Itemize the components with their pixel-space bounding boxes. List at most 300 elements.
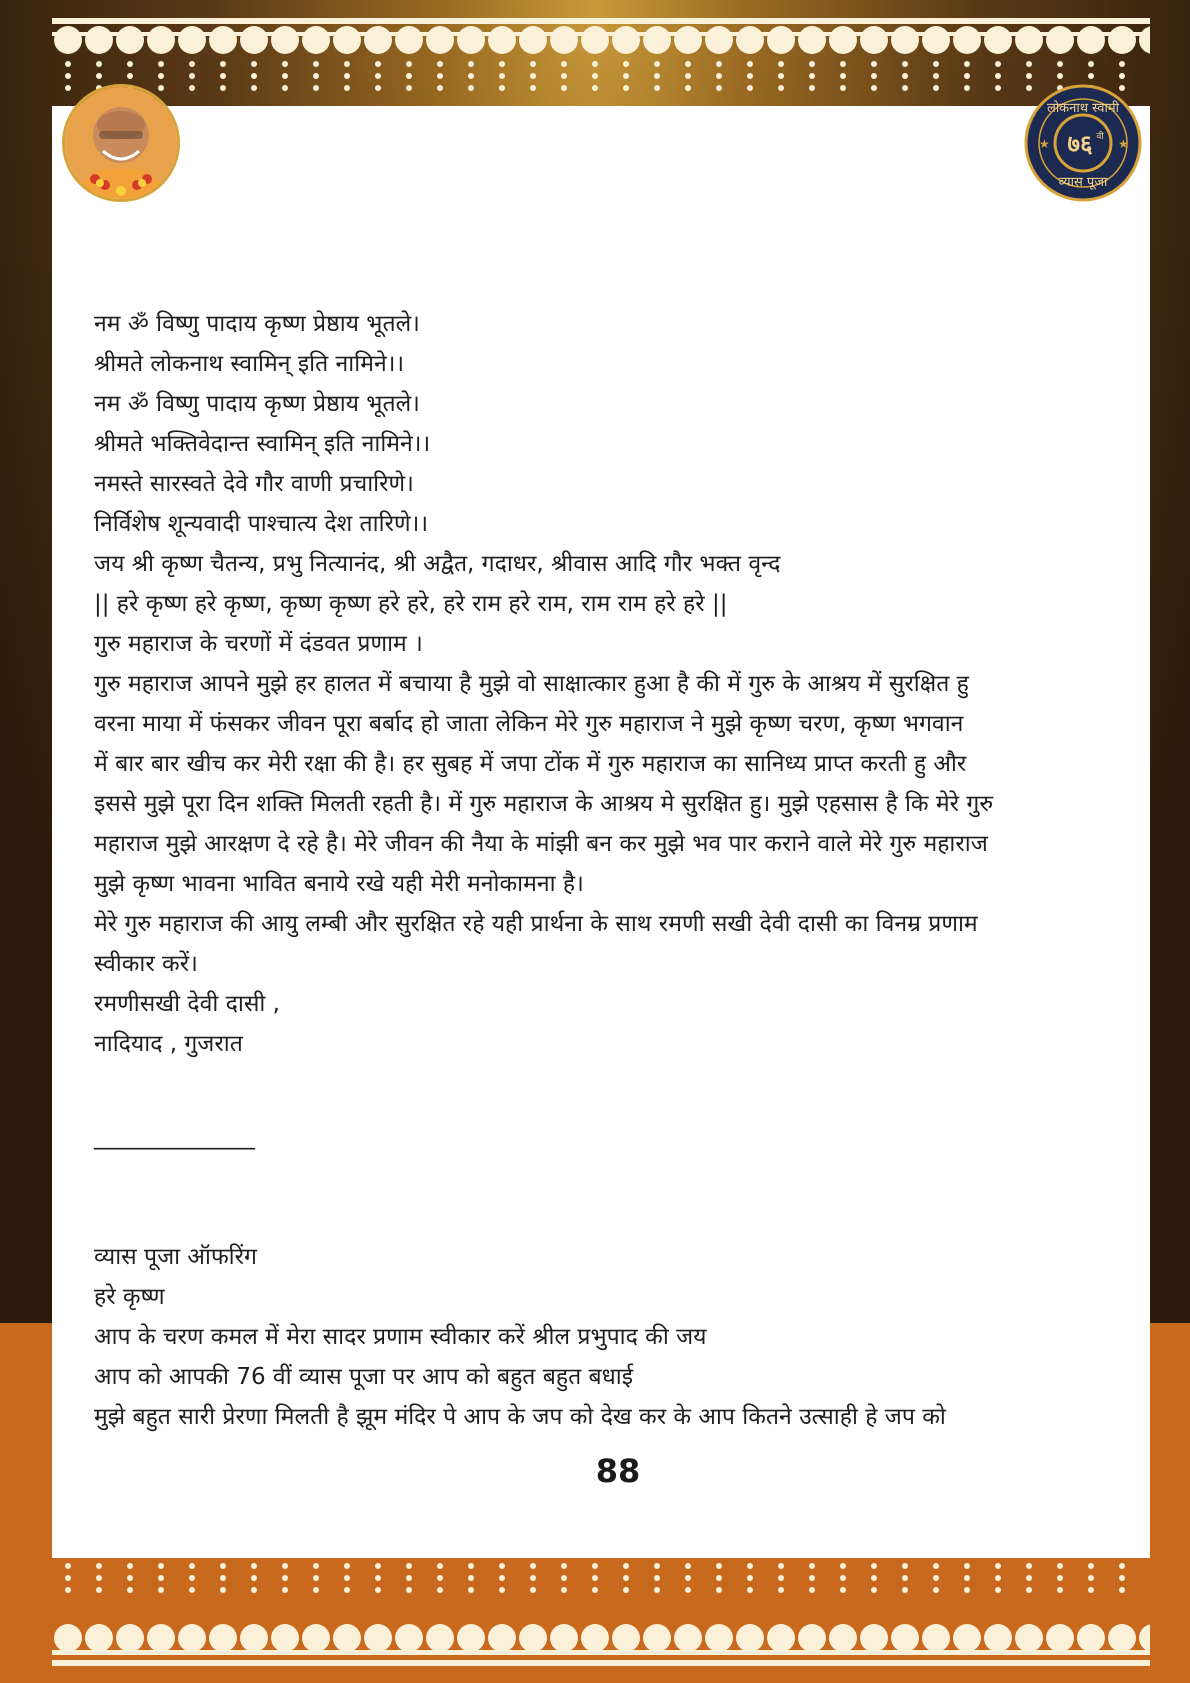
dot-ornament (561, 1575, 567, 1581)
dot-ornament (375, 1575, 381, 1581)
scallop-ornament (85, 1624, 113, 1652)
dot-ornament (375, 1563, 381, 1569)
dot-ornament (871, 73, 877, 79)
scallop-ornament (54, 1624, 82, 1652)
dot-ornament (251, 1587, 257, 1593)
scallop-ornament (178, 1624, 206, 1652)
dot-ornament (282, 1587, 288, 1593)
dot-ornament (437, 1587, 443, 1593)
dot-ornament (313, 1587, 319, 1593)
text-line: गुरु महाराज के चरणों में दंडवत प्रणाम । (94, 631, 423, 657)
text-line: मुझे कृष्ण भावना भावित बनाये रखे यही मेरी मनोकामना है। (94, 871, 584, 897)
dot-ornament (561, 1587, 567, 1593)
dot-ornament (127, 1563, 133, 1569)
dot-ornament (530, 85, 536, 91)
dot-ornament (282, 85, 288, 91)
portrait-photo (62, 84, 180, 202)
dot-ornament (437, 1563, 443, 1569)
scallop-ornament (829, 1624, 857, 1652)
scallop-ornament (550, 26, 578, 54)
dot-ornament (933, 73, 939, 79)
scallop-ornament (426, 26, 454, 54)
text-line: आप के चरण कमल में मेरा सादर प्रणाम स्वीकार करें श्रील प्रभुपाद की जय (94, 1324, 707, 1350)
dot-ornament (158, 1563, 164, 1569)
dot-ornament (964, 1563, 970, 1569)
dot-ornament (623, 61, 629, 67)
dot-ornament (375, 85, 381, 91)
dot-ornament (716, 61, 722, 67)
dot-ornament (778, 1587, 784, 1593)
dot-ornament (437, 85, 443, 91)
dot-ornament (685, 73, 691, 79)
scallop-ornament (612, 1624, 640, 1652)
scallop-ornament (519, 1624, 547, 1652)
dot-ornament (65, 1563, 71, 1569)
dot-ornament (468, 1587, 474, 1593)
scallop-ornament (209, 26, 237, 54)
dot-ornament (1057, 61, 1063, 67)
dot-ornament (1057, 1587, 1063, 1593)
text-line: व्यास पूजा ऑफरिंग (94, 1244, 257, 1270)
dot-ornament (127, 1587, 133, 1593)
scallop-ornament (767, 26, 795, 54)
scallop-ornament (1108, 26, 1136, 54)
text-line: गुरु महाराज आपने मुझे हर हालत में बचाया है मुझे वो साक्षात्कार हुआ है की में गुरु के आश्रय में सुरक्षित हु (94, 671, 969, 697)
text-line: आप को आपकी 76 वीं व्यास पूजा पर आप को बहुत बहुत बधाई (94, 1364, 634, 1390)
dot-ornament (840, 61, 846, 67)
dot-ornament (654, 61, 660, 67)
dot-ornament (933, 1563, 939, 1569)
dot-ornament (592, 61, 598, 67)
dot-ornament (251, 1575, 257, 1581)
dot-ornament (654, 85, 660, 91)
text-line: हरे कृष्ण (94, 1284, 165, 1310)
top-ornament-border (52, 18, 1150, 108)
scallop-ornament (550, 1624, 578, 1652)
dot-ornament (158, 61, 164, 67)
scallop-ornament (1046, 26, 1074, 54)
dot-ornament (158, 1587, 164, 1593)
dot-ornament (1088, 1575, 1094, 1581)
scallop-ornament (891, 1624, 919, 1652)
offering-text (94, 304, 1094, 1437)
dot-ornament (530, 1575, 536, 1581)
scallop-ornament (643, 1624, 671, 1652)
scallop-ornament (736, 26, 764, 54)
dot-ornament (313, 85, 319, 91)
dot-ornament (1088, 1587, 1094, 1593)
dot-ornament (158, 1575, 164, 1581)
text-line: जय श्री कृष्ण चैतन्य, प्रभु नित्यानंद, श्री अद्वैत, गदाधर, श्रीवास आदि गौर भक्त वृन्द (94, 551, 781, 577)
dot-ornament (437, 1575, 443, 1581)
scallop-ornament (674, 1624, 702, 1652)
dot-ornament (220, 1575, 226, 1581)
text-line: श्रीमते भक्तिवेदान्त स्वामिन् इति नामिने।। (94, 431, 431, 457)
dot-ornament (1057, 1563, 1063, 1569)
text-line: मुझे बहुत सारी प्रेरणा मिलती है झूम मंदिर पे आप के जप को देख कर के आप कितने उत्साही हे जप को (94, 1404, 946, 1430)
dot-ornament (995, 1587, 1001, 1593)
dot-ornament (995, 1563, 1001, 1569)
scallop-ornament (1077, 1624, 1105, 1652)
dot-ornament (778, 73, 784, 79)
scallop-ornament (457, 26, 485, 54)
dot-ornament (1119, 1563, 1125, 1569)
dot-ornament (840, 1587, 846, 1593)
dot-ornament (592, 73, 598, 79)
dot-ornament (96, 1587, 102, 1593)
seal-bottom-text: व्यास पूजा (1058, 175, 1108, 190)
dot-ornament (65, 85, 71, 91)
dot-ornament (251, 1563, 257, 1569)
scallop-ornament (798, 1624, 826, 1652)
scallop-ornament (643, 26, 671, 54)
dot-ornament (468, 1563, 474, 1569)
dot-ornament (902, 1587, 908, 1593)
scallop-ornament (953, 26, 981, 54)
dot-ornament (189, 73, 195, 79)
dot-ornament (220, 85, 226, 91)
dot-ornament (127, 1575, 133, 1581)
scallop-ornament (984, 26, 1012, 54)
scallop-ornament (116, 1624, 144, 1652)
scallop-ornament (395, 1624, 423, 1652)
dot-ornament (406, 73, 412, 79)
scallop-ornament (1015, 1624, 1043, 1652)
dot-ornament (809, 73, 815, 79)
text-line: में बार बार खीच कर मेरी रक्षा की है। हर सुबह में जपा टोंक में गुरु महाराज का सानिध्य प्राप्त करती हु और (94, 751, 967, 777)
dot-ornament (468, 85, 474, 91)
dot-ornament (158, 73, 164, 79)
dot-ornament (406, 1563, 412, 1569)
scallop-ornament (612, 26, 640, 54)
scallop-ornament (891, 26, 919, 54)
scallop-ornament (364, 1624, 392, 1652)
scallop-ornament (1139, 1624, 1150, 1652)
scallop-ornament (829, 26, 857, 54)
scallop-ornament (209, 1624, 237, 1652)
dot-ornament (65, 1587, 71, 1593)
dot-ornament (778, 85, 784, 91)
text-line: महाराज मुझे आरक्षण दे रहे है। मेरे जीवन की नैया के मांझी बन कर मुझे भव पार कराने वाले मेरे गुरु महाराज (94, 831, 988, 857)
dot-ornament (468, 73, 474, 79)
dot-ornament (995, 85, 1001, 91)
dot-ornament (1088, 73, 1094, 79)
scallop-ornament (488, 1624, 516, 1652)
dot-ornament (96, 1575, 102, 1581)
separator-line: ______________ (94, 1124, 255, 1150)
text-line: श्रीमते लोकनाथ स्वामिन् इति नामिने।। (94, 351, 405, 377)
dot-ornament (561, 85, 567, 91)
dot-ornament (1119, 1587, 1125, 1593)
vyasa-puja-seal (1024, 84, 1142, 202)
dot-ornament (778, 1563, 784, 1569)
scallop-ornament (519, 26, 547, 54)
scallop-ornament (116, 26, 144, 54)
dot-ornament (468, 61, 474, 67)
dot-ornament (437, 61, 443, 67)
dot-ornament (282, 1575, 288, 1581)
scallop-ornament (984, 1624, 1012, 1652)
dot-ornament (871, 1587, 877, 1593)
dot-ornament (933, 85, 939, 91)
dot-ornament (189, 1563, 195, 1569)
dot-ornament (964, 85, 970, 91)
dot-ornament (1026, 1563, 1032, 1569)
dot-ornament (251, 73, 257, 79)
scallop-ornament (674, 26, 702, 54)
dot-ornament (809, 61, 815, 67)
dot-ornament (530, 73, 536, 79)
dot-ornament (344, 73, 350, 79)
dot-ornament (654, 1575, 660, 1581)
dot-ornament (685, 1587, 691, 1593)
offering-two (94, 1237, 1094, 1437)
dot-ornament (530, 61, 536, 67)
scallop-ornament (953, 1624, 981, 1652)
dot-ornament (96, 73, 102, 79)
dot-ornament (282, 73, 288, 79)
dot-ornament (747, 61, 753, 67)
scallop-ornament (178, 26, 206, 54)
dot-ornament (871, 85, 877, 91)
dot-ornament (282, 1563, 288, 1569)
text-line: वरना माया में फंसकर जीवन पूरा बर्बाद हो जाता लेकिन मेरे गुरु महाराज ने मुझे कृष्ण चरण, कृष्ण भगवान (94, 711, 964, 737)
dot-ornament (344, 1563, 350, 1569)
scallop-ornament (705, 1624, 733, 1652)
scallop-ornament (271, 26, 299, 54)
scallop-ornament (1046, 1624, 1074, 1652)
dot-ornament (902, 61, 908, 67)
dot-ornament (964, 1587, 970, 1593)
dot-ornament (778, 61, 784, 67)
text-line: रमणीसखी देवी दासी , (94, 991, 280, 1017)
dot-ornament (685, 85, 691, 91)
dot-ornament (654, 73, 660, 79)
dot-ornament (716, 73, 722, 79)
dot-ornament (313, 1575, 319, 1581)
text-line: || हरे कृष्ण हरे कृष्ण, कृष्ण कृष्ण हरे हरे, हरे राम हरे राम, राम राम हरे हरे || (94, 591, 728, 617)
dot-ornament (654, 1587, 660, 1593)
dot-ornament (344, 85, 350, 91)
dot-ornament (902, 1575, 908, 1581)
dot-ornament (1088, 61, 1094, 67)
dot-ornament (127, 61, 133, 67)
dot-ornament (1119, 73, 1125, 79)
dot-ornament (406, 1587, 412, 1593)
dot-ornament (499, 61, 505, 67)
dot-ornament (995, 1575, 1001, 1581)
dot-ornament (499, 1563, 505, 1569)
dot-ornament (406, 61, 412, 67)
dot-ornament (902, 85, 908, 91)
scallop-ornament (922, 26, 950, 54)
dot-ornament (902, 73, 908, 79)
dot-ornament (344, 61, 350, 67)
scallop-ornament (1015, 26, 1043, 54)
dot-ornament (251, 85, 257, 91)
scallop-ornament (457, 1624, 485, 1652)
dot-ornament (375, 1587, 381, 1593)
scallop-ornament (705, 26, 733, 54)
text-line: मेरे गुरु महाराज की आयु लम्बी और सुरक्षित रहे यही प्रार्थना के साथ रमणी सखी देवी दासी का विनम्र प्रणाम (94, 911, 978, 937)
dot-ornament (871, 1575, 877, 1581)
dot-ornament (1119, 1575, 1125, 1581)
dot-ornament (592, 1587, 598, 1593)
dot-ornament (375, 73, 381, 79)
dot-ornament (716, 1587, 722, 1593)
dot-ornament (840, 85, 846, 91)
offering-one (94, 304, 1094, 1064)
dot-ornament (220, 1563, 226, 1569)
dot-ornament (1026, 1575, 1032, 1581)
dot-ornament (623, 1563, 629, 1569)
dot-ornament (344, 1587, 350, 1593)
scallop-ornament (54, 26, 82, 54)
dot-ornament (406, 85, 412, 91)
scallop-ornament (240, 26, 268, 54)
dot-ornament (871, 1563, 877, 1569)
dot-ornament (654, 1563, 660, 1569)
dot-ornament (282, 61, 288, 67)
scallop-ornament (1108, 1624, 1136, 1652)
dot-ornament (158, 85, 164, 91)
dot-ornament (189, 1575, 195, 1581)
text-line: नमस्ते सारस्वते देवे गौर वाणी प्रचारिणे। (94, 471, 414, 497)
dot-ornament (809, 1563, 815, 1569)
dot-ornament (995, 61, 1001, 67)
scallop-ornament (147, 1624, 175, 1652)
dot-ornament (530, 1587, 536, 1593)
dot-ornament (716, 85, 722, 91)
dot-ornament (313, 73, 319, 79)
dot-ornament (96, 1563, 102, 1569)
dot-ornament (1026, 73, 1032, 79)
dot-ornament (840, 73, 846, 79)
scallop-ornament (767, 1624, 795, 1652)
spacer (94, 1064, 1094, 1117)
dot-ornament (499, 73, 505, 79)
dot-ornament (499, 85, 505, 91)
dot-ornament (685, 61, 691, 67)
dot-ornament (592, 1563, 598, 1569)
portrait-illustration (65, 87, 177, 199)
dot-ornament (964, 61, 970, 67)
dot-ornament (561, 61, 567, 67)
dot-ornament (189, 85, 195, 91)
dot-ornament (1026, 61, 1032, 67)
dot-ornament (778, 1575, 784, 1581)
text-line: निर्विशेष शून्यवादी पाश्चात्य देश तारिणे।। (94, 511, 429, 537)
scallop-ornament (333, 26, 361, 54)
scallop-ornament (333, 1624, 361, 1652)
dot-ornament (747, 85, 753, 91)
text-line: इससे मुझे पूरा दिन शक्ति मिलती रहती है। में गुरु महाराज के आश्रय मे सुरक्षित हु। मुझे एहसास है कि मेरे गुरु (94, 791, 994, 817)
scallop-ornament (364, 26, 392, 54)
dot-ornament (964, 73, 970, 79)
dot-ornament (933, 1587, 939, 1593)
text-line: स्वीकार करें। (94, 951, 198, 977)
seal-star-right: ★ (1118, 137, 1129, 151)
dot-ornament (623, 1575, 629, 1581)
dot-ornament (716, 1575, 722, 1581)
dot-ornament (871, 61, 877, 67)
dot-ornament (96, 61, 102, 67)
scallop-ornament (240, 1624, 268, 1652)
dot-ornament (220, 1587, 226, 1593)
dot-ornament (964, 1575, 970, 1581)
dot-ornament (375, 61, 381, 67)
scallop-ornament (488, 26, 516, 54)
dot-ornament (995, 73, 1001, 79)
seal-number: ७६ (1067, 130, 1093, 158)
dot-ornament (251, 61, 257, 67)
dot-ornament (437, 73, 443, 79)
dot-ornament (127, 73, 133, 79)
dot-ornament (313, 1563, 319, 1569)
dot-ornament (220, 61, 226, 67)
dot-ornament (933, 1575, 939, 1581)
dot-ornament (1026, 1587, 1032, 1593)
scallop-ornament (860, 1624, 888, 1652)
dot-ornament (65, 61, 71, 67)
dot-ornament (530, 1563, 536, 1569)
scallop-ornament (581, 1624, 609, 1652)
dot-ornament (561, 73, 567, 79)
scallop-ornament (922, 1624, 950, 1652)
scallop-ornament (798, 26, 826, 54)
dot-ornament (65, 1575, 71, 1581)
dot-ornament (189, 61, 195, 67)
seal-top-text: लोकनाथ स्वामी (1047, 101, 1119, 116)
dot-ornament (623, 73, 629, 79)
scallop-ornament (1077, 26, 1105, 54)
dot-ornament (499, 1575, 505, 1581)
scallop-ornament (581, 26, 609, 54)
text-line: नादियाद , गुजरात (94, 1031, 243, 1057)
dot-ornament (561, 1563, 567, 1569)
scallop-ornament (302, 26, 330, 54)
dot-ornament (933, 61, 939, 67)
dot-ornament (1119, 61, 1125, 67)
dot-ornament (499, 1587, 505, 1593)
dot-ornament (189, 1587, 195, 1593)
scallop-ornament (860, 26, 888, 54)
dot-ornament (840, 1563, 846, 1569)
dot-ornament (685, 1563, 691, 1569)
dot-ornament (1057, 1575, 1063, 1581)
dot-ornament (623, 1587, 629, 1593)
scallop-ornament (426, 1624, 454, 1652)
dot-ornament (468, 1575, 474, 1581)
dot-ornament (592, 1575, 598, 1581)
scallop-ornament (147, 26, 175, 54)
dot-ornament (65, 73, 71, 79)
scallop-ornament (271, 1624, 299, 1652)
dot-ornament (747, 1563, 753, 1569)
dot-ornament (685, 1575, 691, 1581)
dot-ornament (220, 73, 226, 79)
spacer (94, 1157, 1094, 1237)
dot-ornament (1057, 73, 1063, 79)
scallop-ornament (1139, 26, 1150, 54)
dot-ornament (809, 1587, 815, 1593)
dot-ornament (623, 85, 629, 91)
dot-ornament (313, 61, 319, 67)
dot-ornament (747, 1587, 753, 1593)
dot-ornament (809, 1575, 815, 1581)
page-number: 88 (595, 1452, 641, 1490)
dot-ornament (406, 1575, 412, 1581)
